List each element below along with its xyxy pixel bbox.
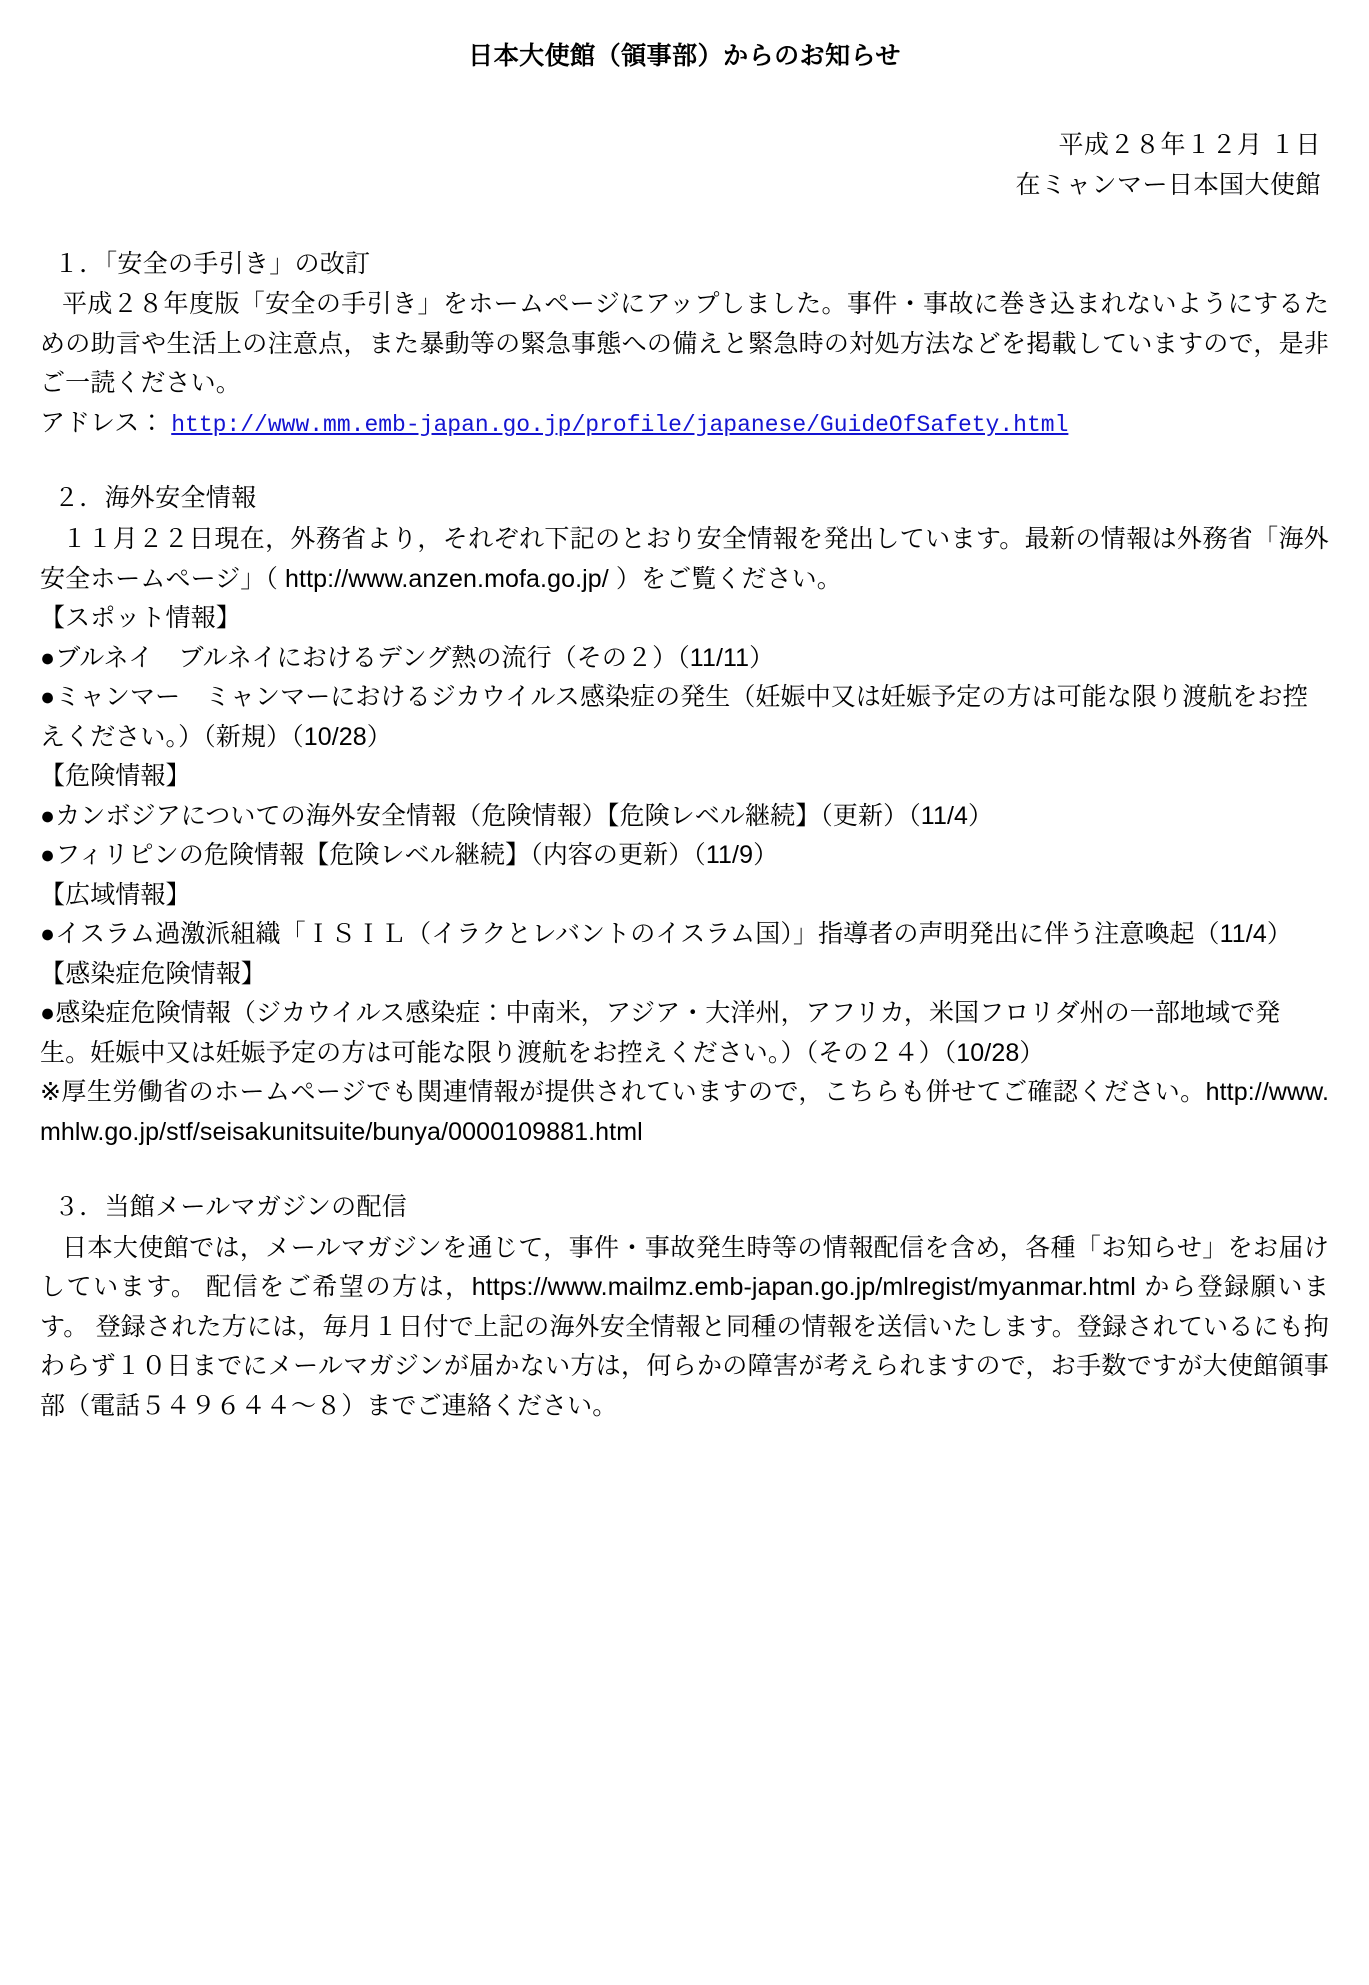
group-label-wide-area: 【広域情報】: [40, 880, 191, 909]
section-note: ※厚生労働省のホームページでも関連情報が提供されていますので，こちらも併せてご確認ください。http://www.mhlw.go.jp/stf/seisakunitsuite/bunya/0000109881.html: [40, 1078, 1329, 1146]
document-issuer: 在ミャンマー日本国大使館: [1015, 170, 1321, 199]
section-paragraph: 日本大使館では，メールマガジンを通じて，事件・事故発生時等の情報配信を含め，各種「お知らせ」をお届けしています。 配信をご希望の方は，https://www.mailmz.emb-japan.go.jp/mlregist/myanmar.html から登録願います。 登録された方には，毎月１日付で上記の海外安全情報と同種の情報を送信いたします。登録されているにも拘わらず１０日までにメールマガジンが届かない方は，何らかの障害が考えられますので，お手数ですが大使館領事部（電話５４９６４４～８）までご連絡ください。: [40, 1233, 1329, 1420]
document-date: 平成２８年１２月 １日: [1058, 130, 1321, 159]
section-intro: １１月２２日現在，外務省より，それぞれ下記のとおり安全情報を発出しています。最新の情報は外務省「海外安全ホームページ」（ http://www.anzen.mofa.go.jp/ ）をご覧ください。: [40, 525, 1329, 593]
address-line: [40, 404, 1329, 444]
section-paragraph: 平成２８年度版「安全の手引き」をホームページにアップしました。事件・事故に巻き込まれないようにするための助言や生活上の注意点，また暴動等の緊急事態への備えと緊急時の対処方法などを掲載していますので，是非ご一読ください。: [40, 290, 1329, 398]
list-item: ●感染症危険情報（ジカウイルス感染症：中南米，アジア・大洋州，アフリカ，米国フロリダ州の一部地域で発生。妊娠中又は妊娠予定の方は可能な限り渡航をお控えください。）（その２４）（10/28）: [40, 999, 1281, 1067]
group-label-spot: 【スポット情報】: [40, 604, 241, 632]
section-overseas-safety-info: [40, 479, 1329, 1152]
page-title: 日本大使館（領事部）からのお知らせ: [468, 42, 901, 70]
list-item: ●イスラム過激派組織「ＩＳＩＬ（イラクとレバントのイスラム国）」指導者の声明発出に伴う注意喚起（11/4）: [40, 920, 1292, 948]
address-label: アドレス：: [40, 408, 165, 437]
list-item: ●フィリピンの危険情報【危険レベル継続】（内容の更新）（11/9）: [40, 841, 779, 869]
list-item: ●カンボジアについての海外安全情報（危険情報）【危険レベル継続】（更新）（11/4）: [40, 801, 994, 830]
group-label-danger: 【危険情報】: [40, 762, 191, 790]
list-item: ●ミャンマー ミャンマーにおけるジカウイルス感染症の発生（妊娠中又は妊娠予定の方は可能な限り渡航をお控えください。）（新規）（10/28）: [40, 683, 1308, 751]
section-heading: １．「安全の手引き」の改訂: [54, 249, 371, 278]
section-mail-magazine: [40, 1188, 1329, 1426]
document-meta: [40, 125, 1329, 205]
group-label-infectious-disease: 【感染症危険情報】: [40, 959, 266, 988]
list-item: ●ブルネイ ブルネイにおけるデング熱の流行（その２）（11/11）: [40, 643, 775, 672]
section-safety-guide: [40, 245, 1329, 444]
safety-guide-link[interactable]: http://www.mm.emb-japan.go.jp/profile/japanese/GuideOfSafety.html: [171, 411, 1069, 438]
section-heading: ２．海外安全情報: [54, 484, 257, 513]
section-heading: ３．当館メールマガジンの配信: [54, 1193, 408, 1221]
